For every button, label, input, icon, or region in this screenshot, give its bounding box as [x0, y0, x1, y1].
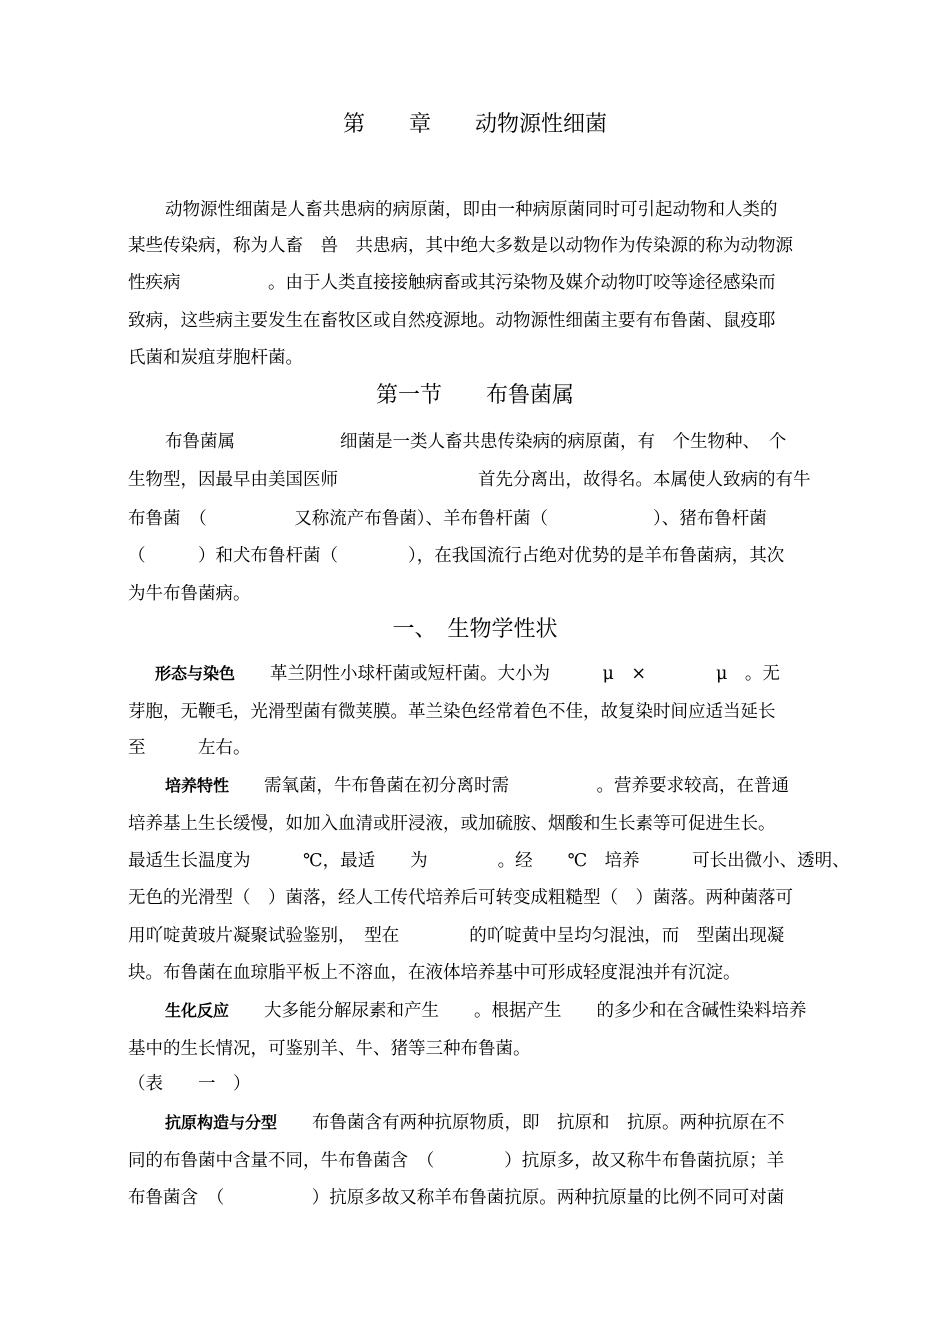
- morphology-label: 形态与染色: [155, 664, 236, 683]
- antigen-label: 抗原构造与分型: [165, 1113, 278, 1132]
- table-reference: （表 一 ）: [128, 1074, 251, 1094]
- chapter-title: 第 章 动物源性细菌: [342, 112, 607, 137]
- culture-text: 需氧菌，牛布鲁菌在初分离时需 。营养要求较高，在普通: [264, 776, 790, 796]
- section-intro-line-2: 生物型，因最早由美国医师 首先分离出，故得名。本属使人致病的有牛: [128, 470, 811, 490]
- biochem-line-2: 基中的生长情况，可鉴别羊、牛、猪等三种布鲁菌。: [128, 1039, 531, 1059]
- morphology-line-1: [155, 662, 780, 686]
- morphology-text: 革兰阴性小球杆菌或短杆菌。大小为 μ × μ 。无: [270, 664, 780, 684]
- culture-line-5: 用吖啶黄玻片凝聚试验鉴别， 型在 的吖啶黄中呈均匀混浊，而 型菌出现凝: [128, 926, 785, 946]
- section-intro-line-3: 布鲁菌 （ 又称流产布鲁菌）、羊布鲁杆菌（ ）、猪布鲁杆菌: [128, 509, 767, 529]
- biochem-label: 生化反应: [165, 1001, 230, 1020]
- culture-line-4: 无色的光滑型（ ）菌落，经人工传代培养后可转变成粗糙型（ ）菌落。两种菌落可: [128, 888, 793, 908]
- antigen-text: 布鲁菌含有两种抗原物质，即 抗原和 抗原。两种抗原在不: [312, 1113, 785, 1133]
- section-intro-line-4: （ ）和犬布鲁杆菌（ ），在我国流行占绝对优势的是羊布鲁菌病，其次: [128, 546, 785, 566]
- subsection-title: 一、 生物学性状: [392, 617, 558, 642]
- intro-line-3: 性疾病 。由于人类直接接触病畜或其污染物及媒介动物叮咬等途径感染而: [128, 273, 776, 293]
- biochem-line-1: [165, 999, 807, 1023]
- section-intro-line-1: 布鲁菌属 细菌是一类人畜共患传染病的病原菌，有 个生物种、 个: [165, 432, 787, 452]
- culture-line-1: [165, 774, 789, 798]
- section-intro-line-5: 为牛布鲁菌病。: [128, 584, 251, 604]
- antigen-line-2: 同的布鲁菌中含量不同，牛布鲁菌含 （ ）抗原多，故又称牛布鲁菌抗原；羊: [128, 1151, 785, 1171]
- section-title: 第一节 布鲁菌属: [375, 383, 574, 408]
- intro-line-1: 动物源性细菌是人畜共患病的病原菌，即由一种病原菌同时可引起动物和人类的: [165, 200, 778, 220]
- morphology-line-3: 至 左右。: [128, 738, 251, 758]
- culture-line-2: 培养基上生长缓慢，如加入血清或肝浸液，或加硫胺、烟酸和生长素等可促进生长。: [128, 814, 776, 834]
- culture-label: 培养特性: [165, 776, 230, 795]
- culture-line-6: 块。布鲁菌在血琼脂平板上不溶血，在液体培养基中可形成轻度混浊并有沉淀。: [128, 963, 741, 983]
- intro-line-4: 致病，这些病主要发生在畜牧区或自然疫源地。动物源性细菌主要有布鲁菌、鼠疫耶: [128, 311, 776, 331]
- intro-line-2: 某些传染病，称为人畜 兽 共患病，其中绝大多数是以动物作为传染源的称为动物源: [128, 236, 793, 256]
- antigen-line-3: 布鲁菌含 （ ）抗原多故又称羊布鲁菌抗原。两种抗原量的比例不同可对菌: [128, 1188, 785, 1208]
- culture-line-3: 最适生长温度为 ℃，最适 为 。经 ℃ 培养 可长出微小、透明、: [128, 851, 850, 871]
- antigen-line-1: [165, 1111, 785, 1135]
- biochem-text: 大多能分解尿素和产生 。根据产生 的多少和在含碱性染料培养: [264, 1001, 807, 1021]
- morphology-line-2: 芽胞，无鞭毛，光滑型菌有微荚膜。革兰染色经常着色不佳，故复染时间应适当延长: [128, 702, 776, 722]
- intro-line-5: 氏菌和炭疽芽胞杆菌。: [128, 348, 303, 368]
